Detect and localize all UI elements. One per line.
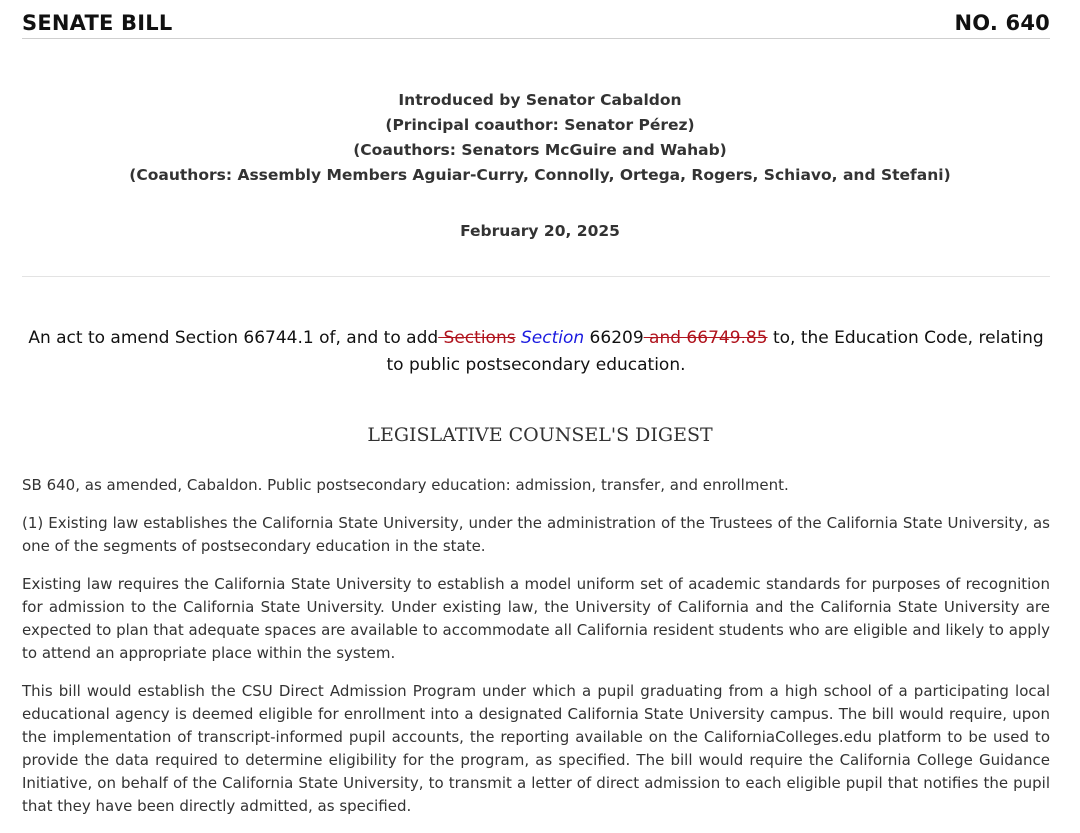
bill-type: SENATE BILL (22, 11, 173, 35)
deleted-text-sections: Sections (438, 328, 516, 348)
digest-paragraph: (1) Existing law establishes the California State University, under the administration of the Trustees of the California State University, as one of the segments of postsecondary education in the state. (22, 514, 1050, 555)
digest-body (22, 474, 1050, 833)
introduction-date: February 20, 2025 (460, 222, 620, 240)
divider (22, 276, 1050, 277)
senate-coauthors: (Coauthors: Senators McGuire and Wahab) (353, 141, 727, 159)
title-part-1: An act to amend Section 66744.1 of, and to add (28, 328, 439, 348)
inserted-text-section: Section (515, 328, 585, 348)
introduced-by: Introduced by Senator Cabaldon (398, 91, 682, 109)
principal-coauthor: (Principal coauthor: Senator Pérez) (385, 116, 695, 134)
title-part-3: to, the Education Code, relating to public postsecondary education. (386, 328, 1044, 375)
deleted-text-section-number: and 66749.85 (643, 328, 768, 348)
bill-number: NO. 640 (954, 11, 1050, 35)
bill-header (22, 8, 1050, 39)
digest-heading: LEGISLATIVE COUNSEL'S DIGEST (367, 424, 713, 446)
digest-paragraph: Existing law requires the California State University to establish a model uniform set of academic standards for purposes of recognition for admission to the California State University. Under existing law, the University of California and the California State University are expected to plan that adequate spaces are available to accommodate all California resident students who are eligible and likely to apply to attend an appropriate place within the system. (22, 575, 1050, 662)
digest-paragraph: This bill would establish the CSU Direct Admission Program under which a pupil graduating from a high school of a participating local educational agency is deemed eligible for enrollment into a designated California State University campus. The bill would require, upon the implementation of transcript-informed pupil accounts, the reporting available on the CaliforniaColleges.edu platform to be used to provide the data required to determine eligibility for the program, as specified. The bill would require the California College Guidance Initiative, on behalf of the California State University, to transmit a letter of direct admission to each eligible pupil that notifies the pupil that they have been directly admitted, as specified. (22, 682, 1050, 815)
bill-title (22, 325, 1050, 379)
digest-summary: SB 640, as amended, Cabaldon. Public postsecondary education: admission, transfer, and enrollment. (22, 476, 789, 494)
assembly-coauthors: (Coauthors: Assembly Members Aguiar-Curry, Connolly, Ortega, Rogers, Schiavo, and Stefani) (129, 166, 951, 184)
authors-block (0, 88, 1080, 188)
title-part-2: 66209 (584, 328, 644, 348)
